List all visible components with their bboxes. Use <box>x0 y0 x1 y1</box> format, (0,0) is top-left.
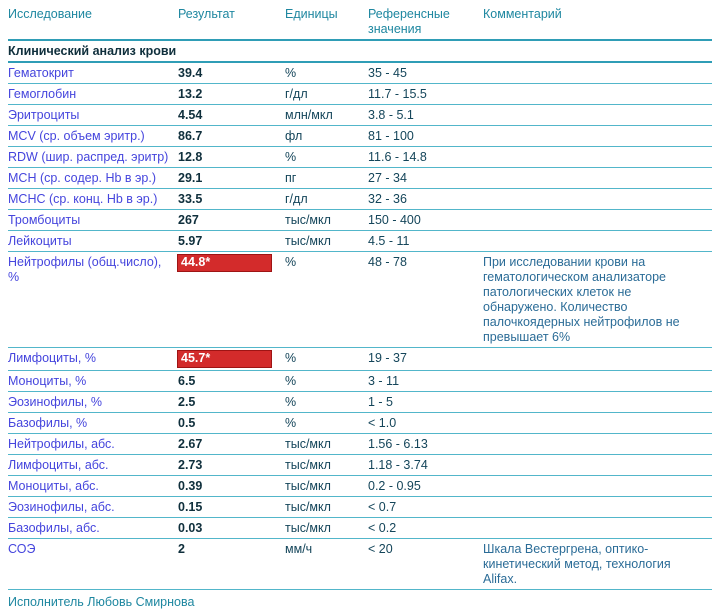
units-value: тыс/мкл <box>285 500 331 514</box>
table-row <box>8 434 712 455</box>
test-name-link[interactable]: Нейтрофилы, абс. <box>8 437 115 451</box>
table-row <box>8 231 712 252</box>
comment-text <box>483 392 712 413</box>
result-value: 0.39 <box>178 479 203 493</box>
test-name-link[interactable]: Гематокрит <box>8 66 74 80</box>
test-name-link[interactable]: MCHC (ср. конц. Hb в эр.) <box>8 192 158 206</box>
test-name-link[interactable]: Моноциты, абс. <box>8 479 99 493</box>
comment-text: Шкала Вестергрена, оптико-кинетический метод, технология Alifax. <box>483 542 671 586</box>
comment-text <box>483 434 712 455</box>
comment-text <box>483 455 712 476</box>
table-header-row <box>8 4 712 40</box>
comment-text <box>483 84 712 105</box>
result-value: 0.15 <box>178 500 203 514</box>
units-value: тыс/мкл <box>285 521 331 535</box>
units-value: тыс/мкл <box>285 437 331 451</box>
result-value: 2.67 <box>178 437 203 451</box>
test-name-link[interactable]: Тромбоциты <box>8 213 81 227</box>
test-name-link[interactable]: Гемоглобин <box>8 87 77 101</box>
test-name-link[interactable]: Лейкоциты <box>8 234 72 248</box>
comment-text <box>483 147 712 168</box>
table-row <box>8 84 712 105</box>
test-name-link[interactable]: MCV (ср. объем эритр.) <box>8 129 145 143</box>
comment-text <box>483 231 712 252</box>
table-row <box>8 392 712 413</box>
comment-text <box>483 518 712 539</box>
comment-text <box>483 371 712 392</box>
units-value: % <box>285 255 297 269</box>
test-name-link[interactable]: Лимфоциты, абс. <box>8 458 109 472</box>
comment-text: При исследовании крови на гематологическом анализаторе патологических клеток не обнаружено. Количество палочкоядерных нейтрофилов не превышает 6% <box>483 255 680 344</box>
result-value: 29.1 <box>178 171 203 185</box>
test-name-link[interactable]: Эозинофилы, % <box>8 395 102 409</box>
units-value: % <box>285 416 297 430</box>
result-value: 5.97 <box>178 234 203 248</box>
result-value: 13.2 <box>178 87 203 101</box>
comment-text <box>483 476 712 497</box>
reference-range: 3.8 - 5.1 <box>368 108 414 122</box>
result-value: 12.8 <box>178 150 203 164</box>
units-value: г/дл <box>285 192 308 206</box>
reference-range: 27 - 34 <box>368 171 407 185</box>
table-row <box>8 252 712 348</box>
table-row <box>8 476 712 497</box>
result-value: 33.5 <box>178 192 203 206</box>
units-value: % <box>285 66 297 80</box>
reference-range: < 0.2 <box>368 521 397 535</box>
units-value: тыс/мкл <box>285 458 331 472</box>
units-value: мм/ч <box>285 542 313 556</box>
reference-range: 4.5 - 11 <box>368 234 410 248</box>
col-header-test: Исследование <box>8 7 92 21</box>
test-name-link[interactable]: MCH (ср. содер. Hb в эр.) <box>8 171 156 185</box>
col-header-result: Результат <box>178 7 235 21</box>
comment-text <box>483 168 712 189</box>
test-name-link[interactable]: Нейтрофилы (общ.число), % <box>8 255 162 284</box>
table-row <box>8 371 712 392</box>
result-value: 39.4 <box>178 66 203 80</box>
comment-text <box>483 348 712 371</box>
units-value: тыс/мкл <box>285 213 331 227</box>
comment-text <box>483 497 712 518</box>
table-row <box>8 539 712 590</box>
flagged-result-badge: 45.7* <box>177 350 272 368</box>
table-row <box>8 348 712 371</box>
reference-range: 150 - 400 <box>368 213 421 227</box>
result-value: 86.7 <box>178 129 203 143</box>
reference-range: 0.2 - 0.95 <box>368 479 421 493</box>
result-value: 2 <box>178 542 185 556</box>
results-table <box>8 4 712 590</box>
section-title: Клинический анализ крови <box>8 40 712 62</box>
reference-range: 1.18 - 3.74 <box>368 458 428 472</box>
test-name-link[interactable]: Эритроциты <box>8 108 80 122</box>
test-name-link[interactable]: Моноциты, % <box>8 374 87 388</box>
comment-text <box>483 189 712 210</box>
units-value: % <box>285 150 297 164</box>
reference-range: 48 - 78 <box>368 255 407 269</box>
table-row <box>8 497 712 518</box>
comment-text <box>483 210 712 231</box>
reference-range: 19 - 37 <box>368 351 407 365</box>
table-row <box>8 455 712 476</box>
units-value: пг <box>285 171 297 185</box>
col-header-reference: Референсные значения <box>368 7 450 36</box>
units-value: г/дл <box>285 87 308 101</box>
reference-range: 11.7 - 15.5 <box>368 87 427 101</box>
executor-label: Исполнитель Любовь Смирнова <box>8 595 195 609</box>
units-value: % <box>285 374 297 388</box>
result-value <box>178 348 285 371</box>
table-row <box>8 126 712 147</box>
reference-range: < 20 <box>368 542 393 556</box>
units-value: % <box>285 351 297 365</box>
table-row <box>8 62 712 84</box>
flagged-result-badge: 44.8* <box>177 254 272 272</box>
units-value: тыс/мкл <box>285 234 331 248</box>
col-header-comment: Комментарий <box>483 7 562 21</box>
reference-range: < 1.0 <box>368 416 397 430</box>
reference-range: 3 - 11 <box>368 374 400 388</box>
comment-text <box>483 126 712 147</box>
test-name-link[interactable]: СОЭ <box>8 542 36 556</box>
units-value: фл <box>285 129 303 143</box>
comment-text <box>483 105 712 126</box>
table-row <box>8 518 712 539</box>
table-row <box>8 189 712 210</box>
result-value: 0.03 <box>178 521 203 535</box>
col-header-units: Единицы <box>285 7 338 21</box>
reference-range: 32 - 36 <box>368 192 407 206</box>
reference-range: 1 - 5 <box>368 395 394 409</box>
result-value: 267 <box>178 213 199 227</box>
test-name-link[interactable]: Базофилы, % <box>8 416 88 430</box>
result-value: 6.5 <box>178 374 196 388</box>
units-value: % <box>285 395 297 409</box>
result-value: 4.54 <box>178 108 203 122</box>
section-header-row <box>8 40 712 62</box>
test-name-link[interactable]: Базофилы, абс. <box>8 521 100 535</box>
reference-range: 1.56 - 6.13 <box>368 437 428 451</box>
result-value: 0.5 <box>178 416 196 430</box>
reference-range: 35 - 45 <box>368 66 407 80</box>
reference-range: < 0.7 <box>368 500 397 514</box>
comment-text <box>483 62 712 84</box>
test-name-link[interactable]: RDW (шир. распред. эритр) <box>8 150 169 164</box>
table-row <box>8 210 712 231</box>
table-row <box>8 413 712 434</box>
result-value <box>178 252 285 348</box>
table-row <box>8 105 712 126</box>
units-value: млн/мкл <box>285 108 333 122</box>
reference-range: 11.6 - 14.8 <box>368 150 427 164</box>
units-value: тыс/мкл <box>285 479 331 493</box>
table-row <box>8 147 712 168</box>
table-row <box>8 168 712 189</box>
test-name-link[interactable]: Эозинофилы, абс. <box>8 500 115 514</box>
comment-text <box>483 413 712 434</box>
test-name-link[interactable]: Лимфоциты, % <box>8 351 96 365</box>
result-value: 2.5 <box>178 395 196 409</box>
reference-range: 81 - 100 <box>368 129 414 143</box>
result-value: 2.73 <box>178 458 203 472</box>
